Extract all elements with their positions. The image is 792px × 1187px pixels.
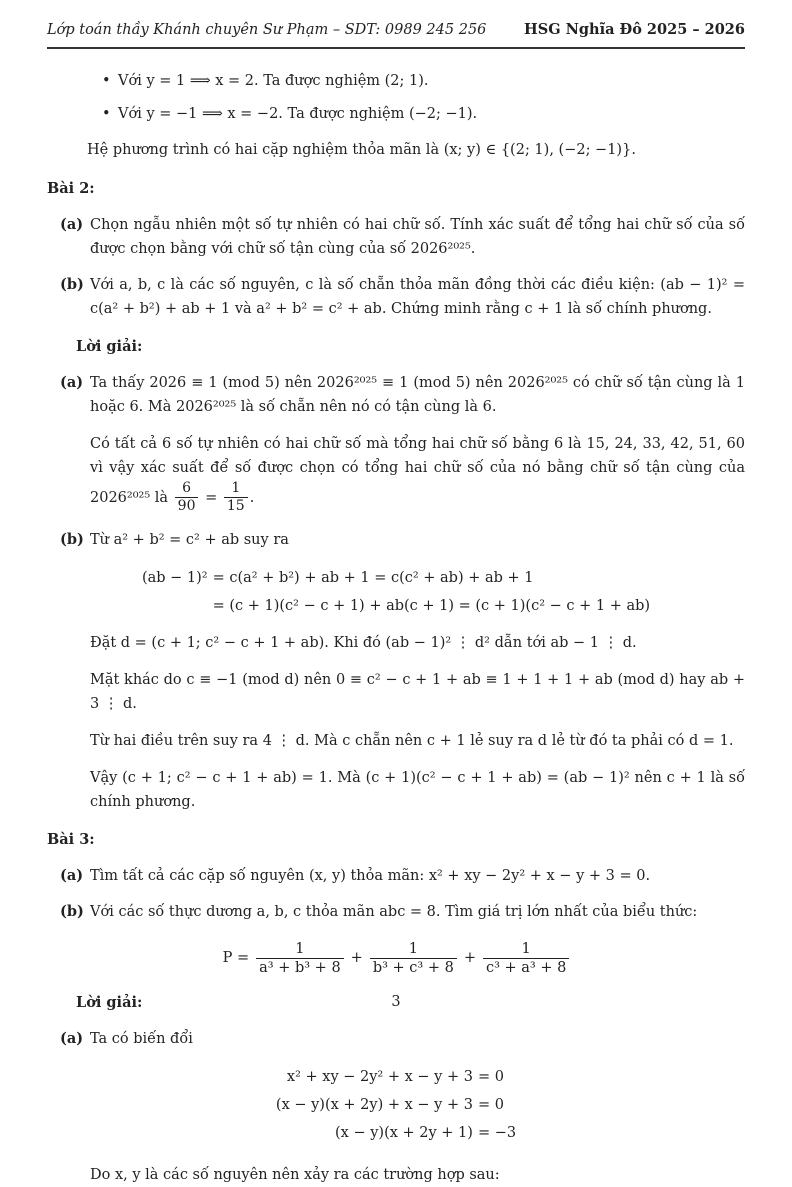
bullet-icon: • <box>102 73 111 89</box>
solution-2b-step-gcd: Đặt d = (c + 1; c² − c + 1 + ab). Khi đó (ab − 1)² ⋮ d² dẫn tới ab − 1 ⋮ d. <box>90 634 637 651</box>
solution-3a <box>47 1027 745 1051</box>
bullet-item <box>102 69 745 93</box>
fraction-numerator: 6 <box>175 480 199 499</box>
fraction-denominator: 90 <box>177 498 196 514</box>
equation-rhs: = 0 <box>477 1068 504 1085</box>
problem-2b <box>47 273 745 321</box>
problem-3-title: Bài 3: <box>47 830 95 848</box>
bullet-icon: • <box>102 106 111 122</box>
item-label: (a) <box>60 373 84 391</box>
system-conclusion: Hệ phương trình có hai cặp nghiệm thỏa mãn là (x; y) ∈ {(2; 1), (−2; −1)}. <box>87 142 636 158</box>
fraction-numerator: 1 <box>256 940 344 959</box>
equation-rhs: = −3 <box>477 1124 517 1141</box>
page-header <box>47 18 745 49</box>
problem-3b <box>47 900 745 924</box>
item-label: (a) <box>60 215 84 233</box>
solution-2b-step-mod: Mặt khác do c ≡ −1 (mod d) nên 0 ≡ c² − c + 1 + ab ≡ 1 + 1 + 1 + ab (mod d) hay ab + 3 ⋮ d. <box>90 671 745 712</box>
fraction-6-90 <box>175 480 199 516</box>
equation-lhs: (x − y)(x + 2y + 1) <box>335 1124 473 1141</box>
solution-2a-probability <box>90 432 745 516</box>
solution-2b <box>47 528 745 552</box>
equation-lhs: (ab − 1)² <box>141 569 208 586</box>
problem-2a <box>47 213 745 261</box>
fraction-numerator: 1 <box>224 480 248 499</box>
problem-3a <box>47 864 745 888</box>
sentence-period: . <box>249 489 255 506</box>
probability-text: Có tất cả 6 số tự nhiên có hai chữ số mà tổng hai chữ số bằng 6 là 15, 24, 33, 42, 51, 60 vì vậy xác suất để số được chọn có tổng hai chữ số của nó bằng chữ số tận cùng của 2026²⁰²⁵ là <box>90 435 745 506</box>
equation-rhs: = 0 <box>477 1096 504 1113</box>
item-label: (b) <box>60 275 84 293</box>
fraction-numerator: 1 <box>483 940 569 959</box>
equation-rhs: = (c + 1)(c² − c + 1) + ab(c + 1) = (c + 1)(c² − c + 1 + ab) <box>212 597 651 614</box>
solution-3a-intro: Ta có biến đổi <box>90 1030 193 1047</box>
item-text: Với a, b, c là các số nguyên, c là số chẵn thỏa mãn đồng thời các điều kiện: (ab − 1)² = c(a² + b²) + ab + 1 và a² + b² = c² + ab. Chứng minh rằng c + 1 là số chính phương. <box>90 276 745 317</box>
fraction-denominator: b³ + c³ + 8 <box>372 959 454 976</box>
equation-block-transform <box>47 1065 745 1145</box>
solution-2b-step-d1: Từ hai điều trên suy ra 4 ⋮ d. Mà c chẵn nên c + 1 lẻ suy ra d lẻ từ đó ta phải có d = 1. <box>90 732 734 749</box>
solution-heading: Lời giải: <box>76 337 143 355</box>
item-text: Với các số thực dương a, b, c thỏa mãn abc = 8. Tìm giá trị lớn nhất của biểu thức: <box>90 903 698 920</box>
equation-p-formula <box>47 940 745 977</box>
equation-block-factorization <box>47 566 745 618</box>
item-text: Chọn ngẫu nhiên một số tự nhiên có hai chữ số. Tính xác suất để tổng hai chữ số của số được chọn bằng với chữ số tận cùng của số 2026²⁰²⁵. <box>90 216 745 257</box>
solution-3a-cases: Do x, y là các số nguyên nên xảy ra các trường hợp sau: <box>90 1166 500 1183</box>
page-number: 3 <box>391 994 401 1010</box>
equation-lhs: (x − y)(x + 2y) + x − y + 3 <box>275 1096 473 1113</box>
solution-2a-paragraph: Ta thấy 2026 ≡ 1 (mod 5) nên 2026²⁰²⁵ ≡ 1 (mod 5) nên 2026²⁰²⁵ có chữ số tận cùng là 1 hoặc 6. Mà 2026²⁰²⁵ là số chẵn nên nó có tận cùng là 6. <box>90 374 745 415</box>
bullet-text: Với y = 1 ⟹ x = 2. Ta được nghiệm (2; 1). <box>118 73 429 89</box>
bullet-list <box>47 69 745 126</box>
p-equals: P = <box>222 950 250 967</box>
fraction-a3b3 <box>256 940 344 977</box>
solution-2b-conclusion: Vậy (c + 1; c² − c + 1 + ab) = 1. Mà (c + 1)(c² − c + 1 + ab) = (ab − 1)² nên c + 1 là số chính phương. <box>90 769 745 810</box>
header-course-info: Lớp toán thầy Khánh chuyên Sư Phạm – SDT: 0989 245 256 <box>47 22 487 38</box>
item-label: (a) <box>60 1029 84 1047</box>
item-label: (a) <box>60 866 84 884</box>
fraction-denominator: 15 <box>226 498 245 514</box>
solution-heading: Lời giải: <box>76 993 143 1011</box>
item-label: (b) <box>60 530 84 548</box>
solution-2a <box>47 371 745 419</box>
bullet-text: Với y = −1 ⟹ x = −2. Ta được nghiệm (−2; −1). <box>118 106 478 122</box>
fraction-1-15 <box>224 480 248 516</box>
bullet-item <box>102 102 745 126</box>
equation-lhs <box>142 594 208 618</box>
fraction-numerator: 1 <box>370 940 457 959</box>
problem-2-title: Bài 2: <box>47 179 95 197</box>
equation-rhs: = c(a² + b²) + ab + 1 = c(c² + ab) + ab + 1 <box>212 569 534 586</box>
item-text: Tìm tất cả các cặp số nguyên (x, y) thỏa mãn: x² + xy − 2y² + x − y + 3 = 0. <box>90 867 651 884</box>
plus-sign: + <box>463 950 476 967</box>
header-exam-title: HSG Nghĩa Đô 2025 – 2026 <box>524 21 745 38</box>
fraction-b3c3 <box>370 940 457 977</box>
equation-lhs: x² + xy − 2y² + x − y + 3 <box>286 1068 473 1085</box>
fraction-denominator: c³ + a³ + 8 <box>485 959 567 976</box>
fraction-c3a3 <box>483 940 569 977</box>
equals-sign: = <box>205 489 218 506</box>
fraction-denominator: a³ + b³ + 8 <box>259 959 341 976</box>
item-label: (b) <box>60 902 84 920</box>
plus-sign: + <box>350 950 363 967</box>
solution-2b-intro: Từ a² + b² = c² + ab suy ra <box>90 531 289 548</box>
